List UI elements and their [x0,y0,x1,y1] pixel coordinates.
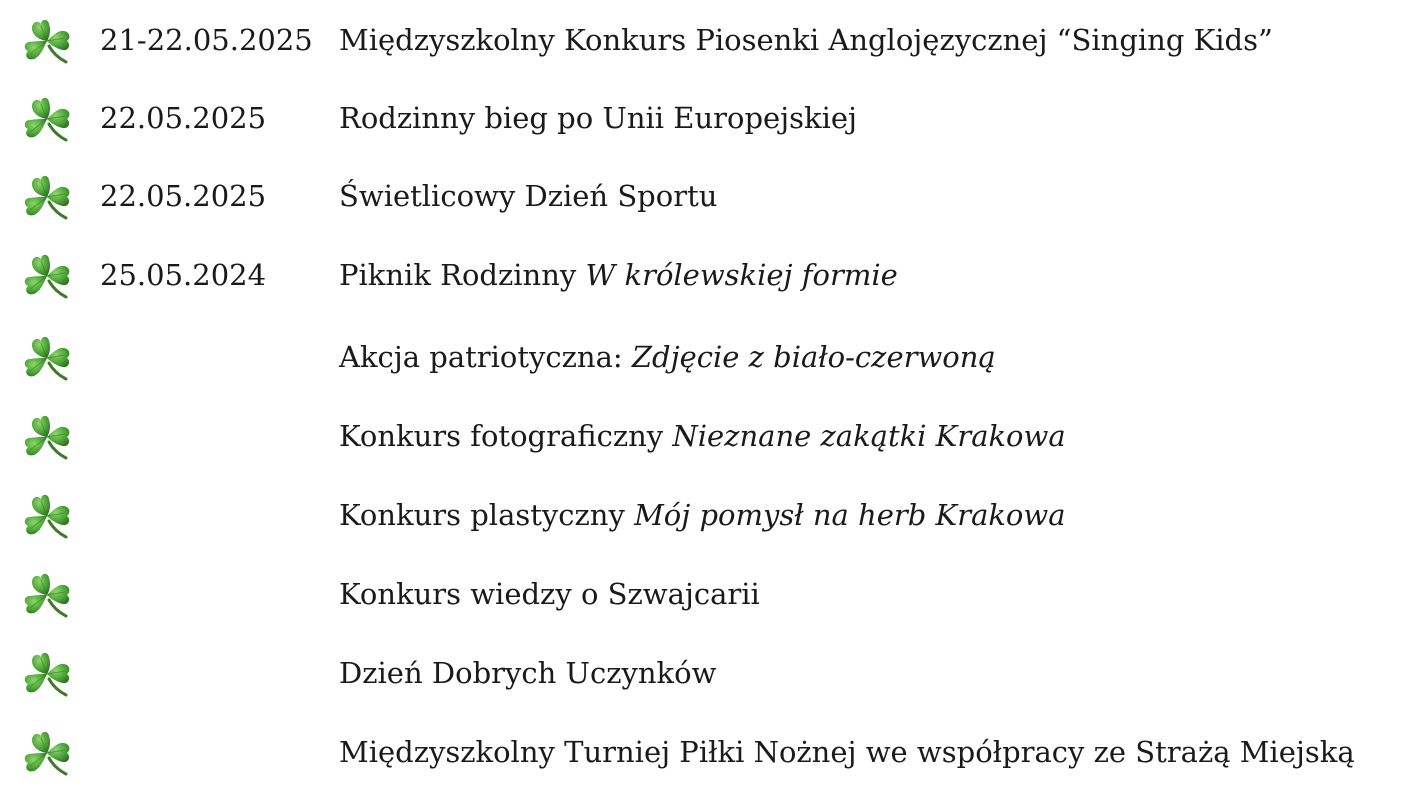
shamrock-icon [22,570,72,620]
shamrock-icon [22,94,72,144]
event-title [339,643,716,703]
event-title [339,485,1066,545]
event-item [0,564,1415,624]
event-date: 22.05.2025 [100,179,267,213]
event-title [339,166,717,226]
event-title-text: Dzień Dobrych Uczynków [339,656,717,690]
shamrock-icon [22,728,72,778]
event-title [339,406,1066,466]
event-title-italic: Zdjęcie z biało-czerwoną [631,340,996,374]
event-title-text: Konkurs fotograficzny [339,419,673,453]
event-title [339,245,898,305]
shamrock-icon [22,412,72,462]
shamrock-icon [22,251,72,301]
event-item [0,327,1415,387]
event-item [0,88,1415,148]
event-title [339,722,1355,782]
event-title [339,564,760,624]
event-title-text: Międzyszkolny Turniej Piłki Nożnej we współpracy ze Strażą Miejską [339,735,1355,769]
event-item [0,245,1415,305]
event-title-text: Konkurs wiedzy o Szwajcarii [339,577,760,611]
event-title-text: Konkurs plastyczny [339,498,635,532]
event-title [339,327,996,387]
shamrock-icon [22,649,72,699]
event-item [0,722,1415,782]
event-item [0,406,1415,466]
shamrock-icon [22,16,72,66]
event-title [339,10,1273,70]
shamrock-icon [22,491,72,541]
event-date: 25.05.2024 [100,258,267,292]
event-item [0,485,1415,545]
event-title [339,88,857,148]
event-title-text: Świetlicowy Dzień Sportu [339,179,718,213]
shamrock-icon [22,172,72,222]
event-item [0,643,1415,703]
shamrock-icon [22,333,72,383]
event-date: 21-22.05.2025 [100,23,313,57]
event-item [0,166,1415,226]
event-title-text: Akcja patriotyczna: [339,340,632,374]
event-date: 22.05.2025 [100,101,267,135]
event-title-text: Międzyszkolny Konkurs Piosenki Anglojęzycznej “Singing Kids” [339,23,1273,57]
event-title-italic: Nieznane zakątki Krakowa [672,419,1066,453]
event-title-italic: Mój pomysł na herb Krakowa [634,498,1066,532]
event-title-text: Piknik Rodzinny [339,258,586,292]
event-item [0,10,1415,70]
event-title-italic: W królewskiej formie [585,258,898,292]
event-title-text: Rodzinny bieg po Unii Europejskiej [339,101,858,135]
